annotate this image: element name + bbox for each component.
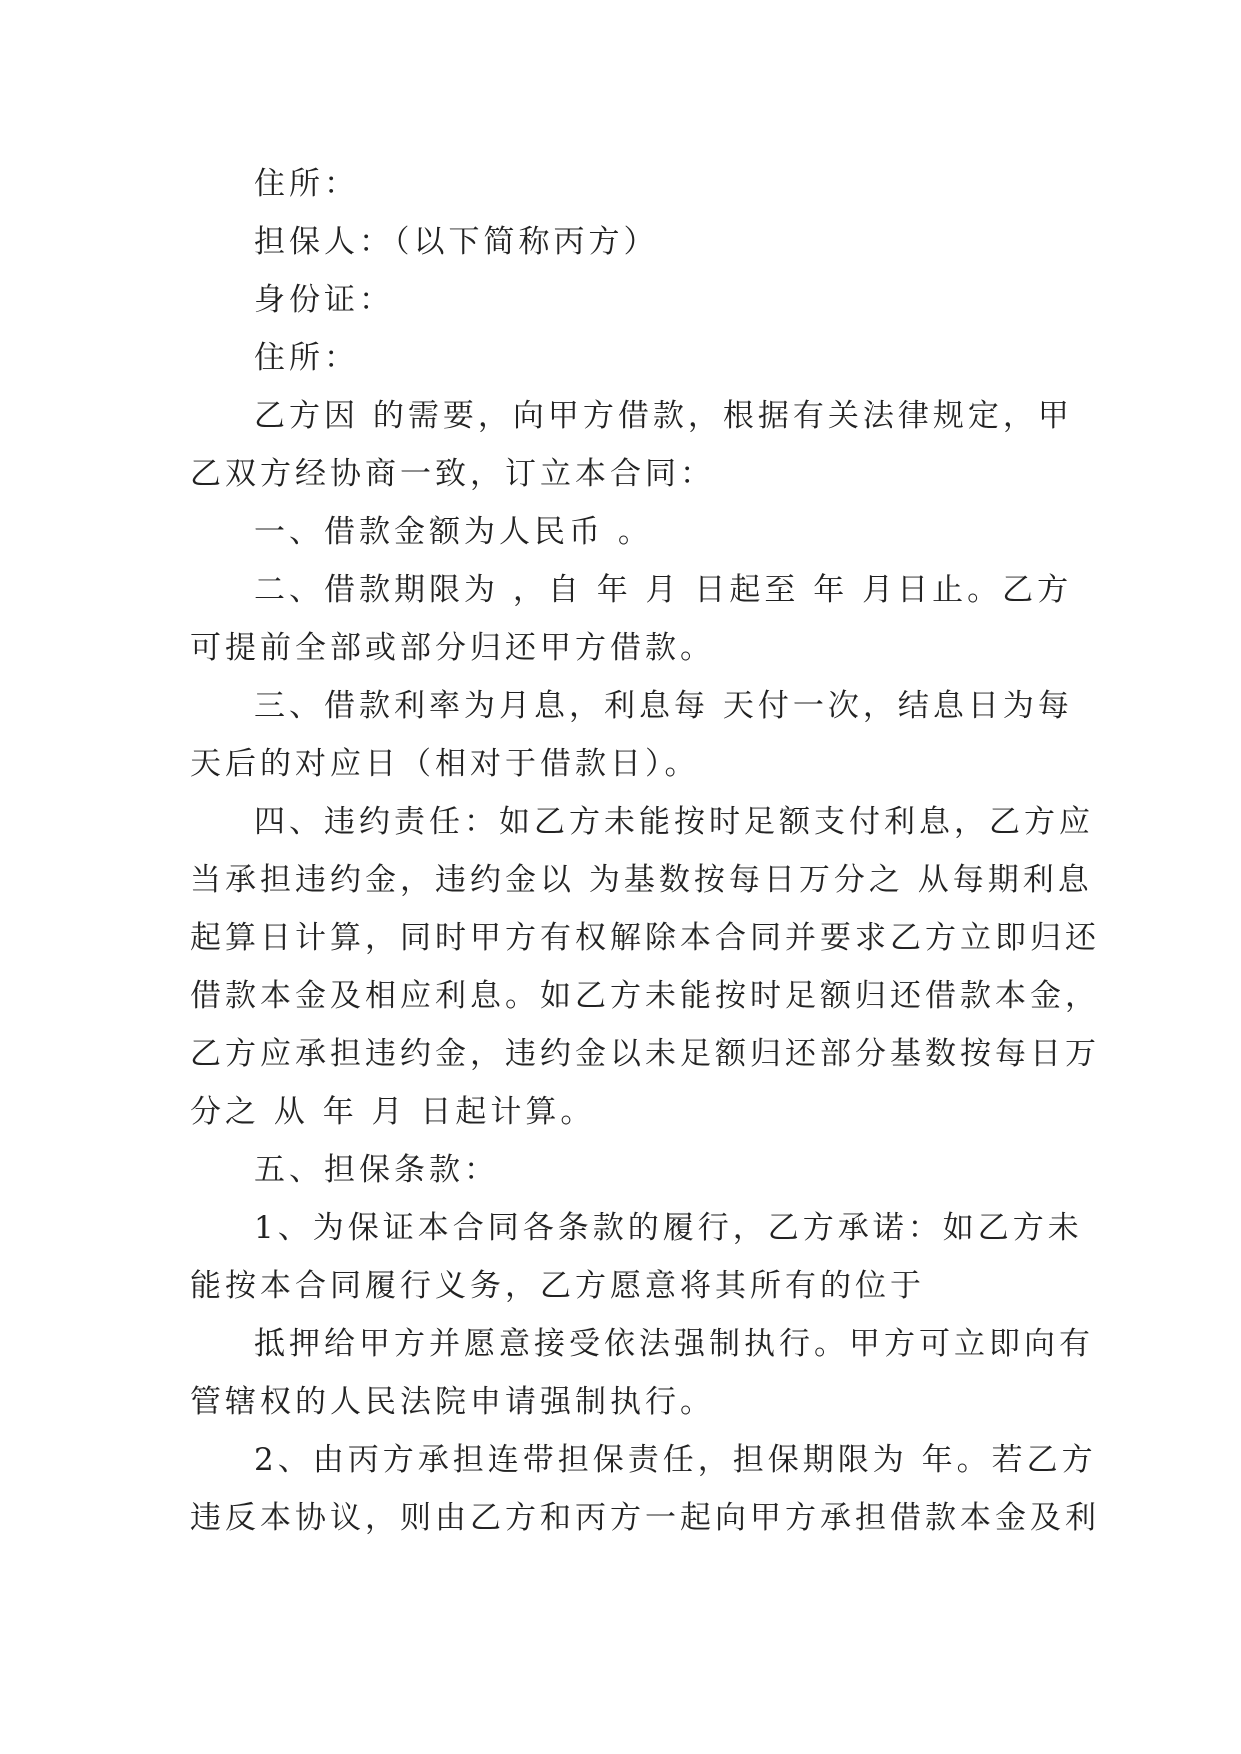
text-line: 住所：	[254, 166, 359, 202]
text-line: 天后的对应日（相对于借款日）。	[190, 746, 700, 782]
text-line: 管辖权的人民法院申请强制执行。	[190, 1384, 715, 1420]
text-line: 担保人：（以下简称丙方）	[254, 224, 659, 260]
text-line: 违反本协议，则由乙方和丙方一起向甲方承担借款本金及利	[190, 1500, 1100, 1536]
text-line: 乙双方经协商一致，订立本合同：	[190, 456, 715, 492]
text-line: 住所：	[254, 340, 359, 376]
text-line: 五、担保条款：	[254, 1152, 499, 1188]
text-line: 四、违约责任：如乙方未能按时足额支付利息，乙方应	[254, 804, 1094, 840]
text-line: 三、借款利率为月息，利息每 天付一次，结息日为每	[254, 688, 1073, 724]
text-line: 借款本金及相应利息。如乙方未能按时足额归还借款本金，	[190, 978, 1100, 1014]
text-line: 起算日计算，同时甲方有权解除本合同并要求乙方立即归还	[190, 920, 1100, 956]
text-line: 当承担违约金，违约金以 为基数按每日万分之 从每期利息	[190, 862, 1093, 898]
text-line: 能按本合同履行义务，乙方愿意将其所有的位于	[190, 1268, 925, 1304]
text-line: 2、由丙方承担连带担保责任，担保期限为 年。若乙方	[254, 1442, 1097, 1478]
text-line: 抵押给甲方并愿意接受依法强制执行。甲方可立即向有	[254, 1326, 1094, 1362]
text-line: 1、为保证本合同各条款的履行，乙方承诺：如乙方未	[254, 1210, 1083, 1246]
document-body	[190, 155, 1100, 1547]
text-line: 乙方因 的需要，向甲方借款，根据有关法律规定，甲	[254, 398, 1073, 434]
text-line: 可提前全部或部分归还甲方借款。	[190, 630, 715, 666]
text-line: 分之 从 年 月 日起计算。	[190, 1094, 596, 1130]
text-line: 一、借款金额为人民币 。	[254, 514, 653, 550]
text-line: 二、借款期限为 ，自 年 月 日起至 年 月日止。乙方	[254, 572, 1073, 608]
text-line: 身份证：	[254, 282, 394, 318]
text-line: 乙方应承担违约金，违约金以未足额归还部分基数按每日万	[190, 1036, 1100, 1072]
